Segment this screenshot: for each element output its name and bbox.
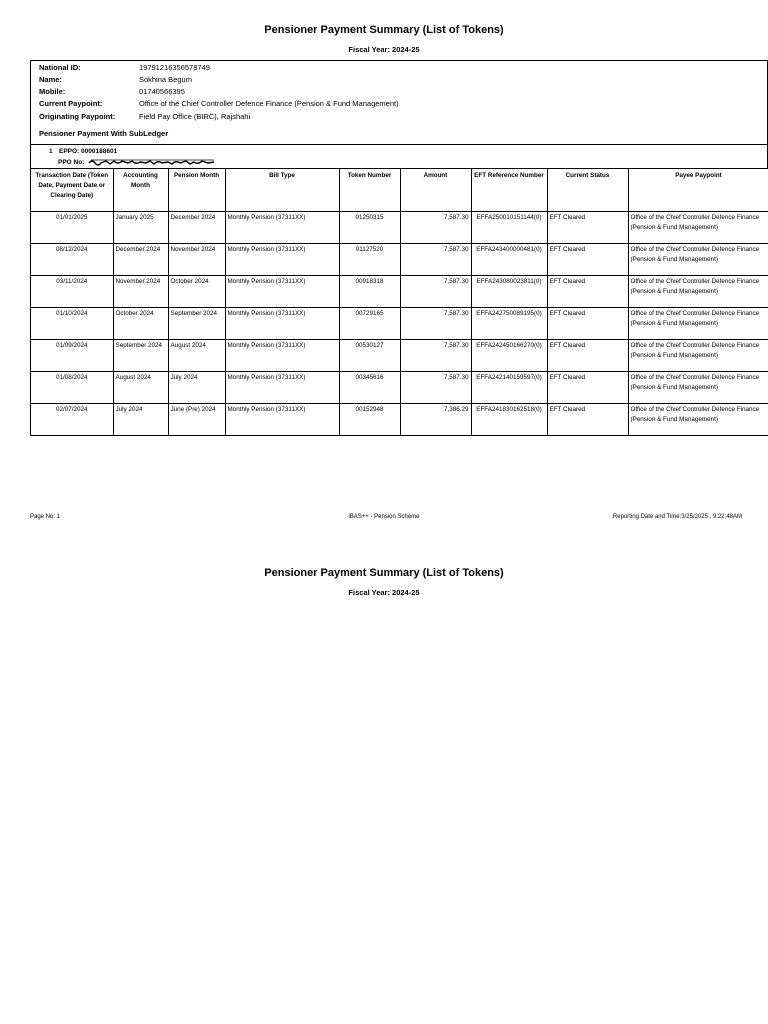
mobile-value: 01740566395 <box>139 87 185 96</box>
cell-eft-reference: EFFA242140159597(0) <box>471 372 547 404</box>
cell-accounting-month: November 2024 <box>113 276 168 308</box>
cell-eft-reference: EFFA243400000481(0) <box>471 244 547 276</box>
table-row <box>31 404 768 436</box>
cell-token-number: 01127520 <box>339 244 400 276</box>
cell-transaction-date: 01/08/2024 <box>31 372 113 404</box>
eppo-block <box>31 145 768 169</box>
col-header-eft-reference: EFT Reference Number <box>471 169 547 212</box>
cell-pension-month: July 2024 <box>168 372 225 404</box>
cell-bill-type: Monthly Pension (37311XX) <box>225 276 339 308</box>
national-id-value: 19791216356578749 <box>139 63 210 72</box>
cell-payee-paypoint: Office of the Chief Controller Defence Finance (Pension & Fund Management) <box>628 308 768 340</box>
table-row <box>31 340 768 372</box>
page-title: Pensioner Payment Summary (List of Tokens) <box>264 567 504 579</box>
cell-token-number: 01250315 <box>339 212 400 244</box>
table-row <box>31 212 768 244</box>
cell-pension-month: September 2024 <box>168 308 225 340</box>
cell-current-status: EFT Cleared <box>547 340 628 372</box>
cell-token-number: 00530127 <box>339 340 400 372</box>
cell-current-status: EFT Cleared <box>547 212 628 244</box>
cell-payee-paypoint: Office of the Chief Controller Defence Finance (Pension & Fund Management) <box>628 276 768 308</box>
cell-token-number: 00345616 <box>339 372 400 404</box>
col-header-amount: Amount <box>400 169 471 212</box>
cell-payee-paypoint: Office of the Chief Controller Defence Finance (Pension & Fund Management) <box>628 212 768 244</box>
ppo-label: PPO No: <box>58 159 85 167</box>
name-value: Sokhina Begum <box>139 75 192 84</box>
originating-paypoint-value: Field Pay Office (BIRC), Rajshahi <box>139 112 251 121</box>
current-paypoint-value: Office of the Chief Controller Defence Finance (Pension & Fund Management) <box>139 99 399 108</box>
cell-payee-paypoint: Office of the Chief Controller Defence Finance (Pension & Fund Management) <box>628 372 768 404</box>
eppo-label: EPPO: 0000188601 <box>59 148 118 155</box>
cell-payee-paypoint: Office of the Chief Controller Defence Finance (Pension & Fund Management) <box>628 404 768 436</box>
table-header-row <box>31 169 768 212</box>
cell-pension-month: December 2024 <box>168 212 225 244</box>
col-header-token-number: Token Number <box>339 169 400 212</box>
cell-accounting-month: July 2024 <box>113 404 168 436</box>
cell-transaction-date: 01/09/2024 <box>31 340 113 372</box>
cell-bill-type: Monthly Pension (37311XX) <box>225 404 339 436</box>
footer-app-name: iBAS++ - Pension Scheme <box>348 514 420 520</box>
current-paypoint-row <box>39 98 399 110</box>
cell-payee-paypoint: Office of the Chief Controller Defence Finance (Pension & Fund Management) <box>628 340 768 372</box>
col-header-transaction-date: Transaction Date (Token Date, Payment Date or Clearing Date) <box>31 169 113 212</box>
cell-transaction-date: 02/07/2024 <box>31 404 113 436</box>
cell-transaction-date: 08/12/2024 <box>31 244 113 276</box>
name-row <box>39 74 192 86</box>
cell-amount: 7,386.29 <box>400 404 471 436</box>
cell-pension-month: August 2024 <box>168 340 225 372</box>
mobile-row <box>39 86 185 98</box>
report-body <box>30 60 768 436</box>
footer-page-number: Page No: 1 <box>30 514 61 520</box>
pensioner-info <box>31 61 768 145</box>
cell-eft-reference: EFFA242750089195(0) <box>471 308 547 340</box>
current-paypoint-label: Current Paypoint: <box>39 99 103 108</box>
cell-bill-type: Monthly Pension (37311XX) <box>225 212 339 244</box>
cell-eft-reference: EFFA243080023811(0) <box>471 276 547 308</box>
col-header-payee-paypoint: Payee Paypoint <box>628 169 768 212</box>
cell-transaction-date: 01/10/2024 <box>31 308 113 340</box>
cell-transaction-date: 03/11/2024 <box>31 276 113 308</box>
table-row <box>31 372 768 404</box>
cell-accounting-month: September 2024 <box>113 340 168 372</box>
fiscal-year: Fiscal Year: 2024-25 <box>348 588 420 597</box>
cell-current-status: EFT Cleared <box>547 308 628 340</box>
cell-accounting-month: January 2025 <box>113 212 168 244</box>
cell-amount: 7,587.30 <box>400 340 471 372</box>
fiscal-year: Fiscal Year: 2024-25 <box>348 45 420 54</box>
ppo-line <box>58 159 216 166</box>
col-header-bill-type: Bill Type <box>225 169 339 212</box>
col-header-current-status: Current Status <box>547 169 628 212</box>
cell-accounting-month: August 2024 <box>113 372 168 404</box>
token-table <box>31 169 768 436</box>
cell-amount: 7,587.30 <box>400 276 471 308</box>
subledger-heading: Pensioner Payment With SubLedger <box>39 129 169 138</box>
cell-eft-reference: EFFA241830162518(0) <box>471 404 547 436</box>
cell-payee-paypoint: Office of the Chief Controller Defence Finance (Pension & Fund Management) <box>628 244 768 276</box>
table-row <box>31 308 768 340</box>
national-id-label: National ID: <box>39 63 81 72</box>
cell-pension-month: November 2024 <box>168 244 225 276</box>
cell-pension-month: October 2024 <box>168 276 225 308</box>
cell-bill-type: Monthly Pension (37311XX) <box>225 340 339 372</box>
originating-paypoint-row <box>39 111 250 123</box>
cell-current-status: EFT Cleared <box>547 372 628 404</box>
cell-current-status: EFT Cleared <box>547 244 628 276</box>
cell-bill-type: Monthly Pension (37311XX) <box>225 244 339 276</box>
cell-current-status: EFT Cleared <box>547 276 628 308</box>
cell-accounting-month: October 2024 <box>113 308 168 340</box>
cell-amount: 7,587.30 <box>400 308 471 340</box>
cell-bill-type: Monthly Pension (37311XX) <box>225 372 339 404</box>
cell-eft-reference: EFFA250010151144(0) <box>471 212 547 244</box>
cell-amount: 7,587.30 <box>400 212 471 244</box>
cell-token-number: 00729165 <box>339 308 400 340</box>
cell-bill-type: Monthly Pension (37311XX) <box>225 308 339 340</box>
cell-eft-reference: EFFA242450166270(0) <box>471 340 547 372</box>
cell-accounting-month: December 2024 <box>113 244 168 276</box>
ppo-number-scribble-icon <box>88 159 216 166</box>
eppo-line <box>49 148 117 155</box>
eppo-index: 1 <box>49 148 53 155</box>
col-header-pension-month: Pension Month <box>168 169 225 212</box>
table-row <box>31 244 768 276</box>
cell-pension-month: June (Pre) 2024 <box>168 404 225 436</box>
cell-amount: 7,587.30 <box>400 372 471 404</box>
footer-reporting-time: Reporting Date and Time:3/25/2025 , 9:22:48AM <box>612 514 742 520</box>
cell-current-status: EFT Cleared <box>547 404 628 436</box>
col-header-accounting-month: Accounting Month <box>113 169 168 212</box>
cell-amount: 7,587.30 <box>400 244 471 276</box>
originating-paypoint-label: Originating Paypoint: <box>39 112 116 121</box>
page-title: Pensioner Payment Summary (List of Tokens) <box>264 24 504 36</box>
table-row <box>31 276 768 308</box>
name-label: Name: <box>39 75 62 84</box>
cell-token-number: 00918318 <box>339 276 400 308</box>
national-id-row <box>39 62 210 74</box>
cell-transaction-date: 01/01/2025 <box>31 212 113 244</box>
mobile-label: Mobile: <box>39 87 66 96</box>
cell-token-number: 00152948 <box>339 404 400 436</box>
